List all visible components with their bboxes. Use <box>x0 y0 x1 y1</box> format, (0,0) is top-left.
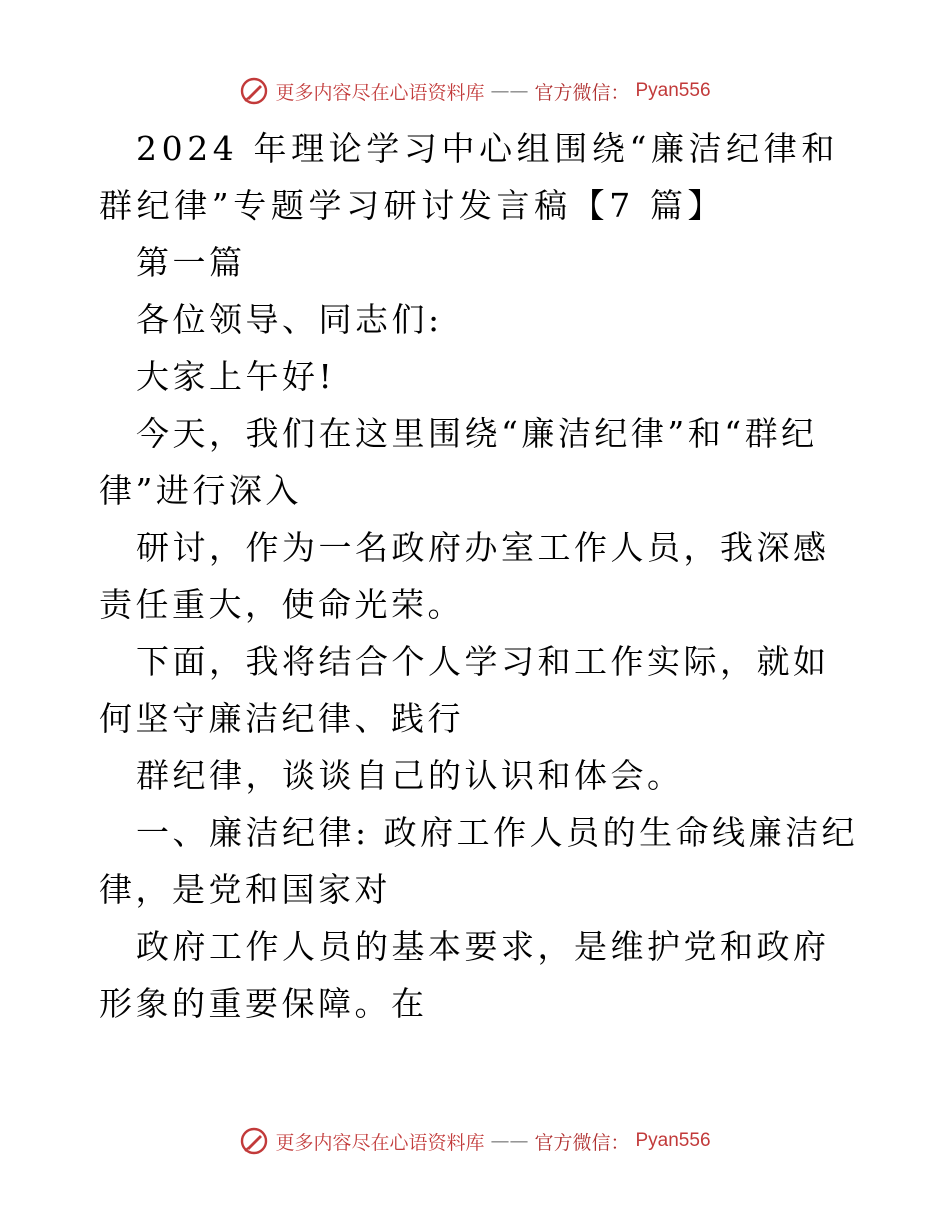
banner-site-text: 更多内容尽在心语资料库 <box>275 81 485 104</box>
paragraph: 政府工作人员的基本要求，是维护党和政府形象的重要保障。在 <box>99 927 830 1023</box>
paragraph: 研讨，作为一名政府办室工作人员，我深感责任重大，使命光荣。 <box>99 528 830 624</box>
header-banner <box>0 76 950 111</box>
quill-logo-icon <box>239 76 269 106</box>
banner-site-text: 更多内容尽在心语资料库 <box>275 1131 485 1154</box>
paragraph: 群纪律，谈谈自己的认识和体会。 <box>136 756 684 795</box>
document-body <box>99 120 859 1032</box>
salutation: 各位领导、同志们: <box>136 300 443 339</box>
banner-separator: —— <box>490 80 529 102</box>
banner-separator: —— <box>490 1130 529 1152</box>
banner-wechat-id: Pyan556 <box>635 80 711 101</box>
banner-wechat-id: Pyan556 <box>635 1130 711 1151</box>
quill-logo-icon <box>239 1126 269 1156</box>
section-heading: 第一篇 <box>136 243 246 282</box>
footer-banner <box>0 1126 950 1161</box>
paragraph: 今天，我们在这里围绕“廉洁纪律”和“群纪律”进行深入 <box>99 414 818 510</box>
paragraph: 下面，我将结合个人学习和工作实际，就如何坚守廉洁纪律、践行 <box>99 642 830 738</box>
banner-wechat-label: 官方微信： <box>534 1131 630 1154</box>
greeting: 大家上午好! <box>136 357 336 396</box>
banner-wechat-label: 官方微信： <box>534 81 630 104</box>
paragraph: 一、廉洁纪律: 政府工作人员的生命线廉洁纪律，是党和国家对 <box>99 813 859 909</box>
document-title: 2024 年理论学习中心组围绕“廉洁纪律和群纪律”专题学习研讨发言稿【7 篇】 <box>99 129 839 225</box>
